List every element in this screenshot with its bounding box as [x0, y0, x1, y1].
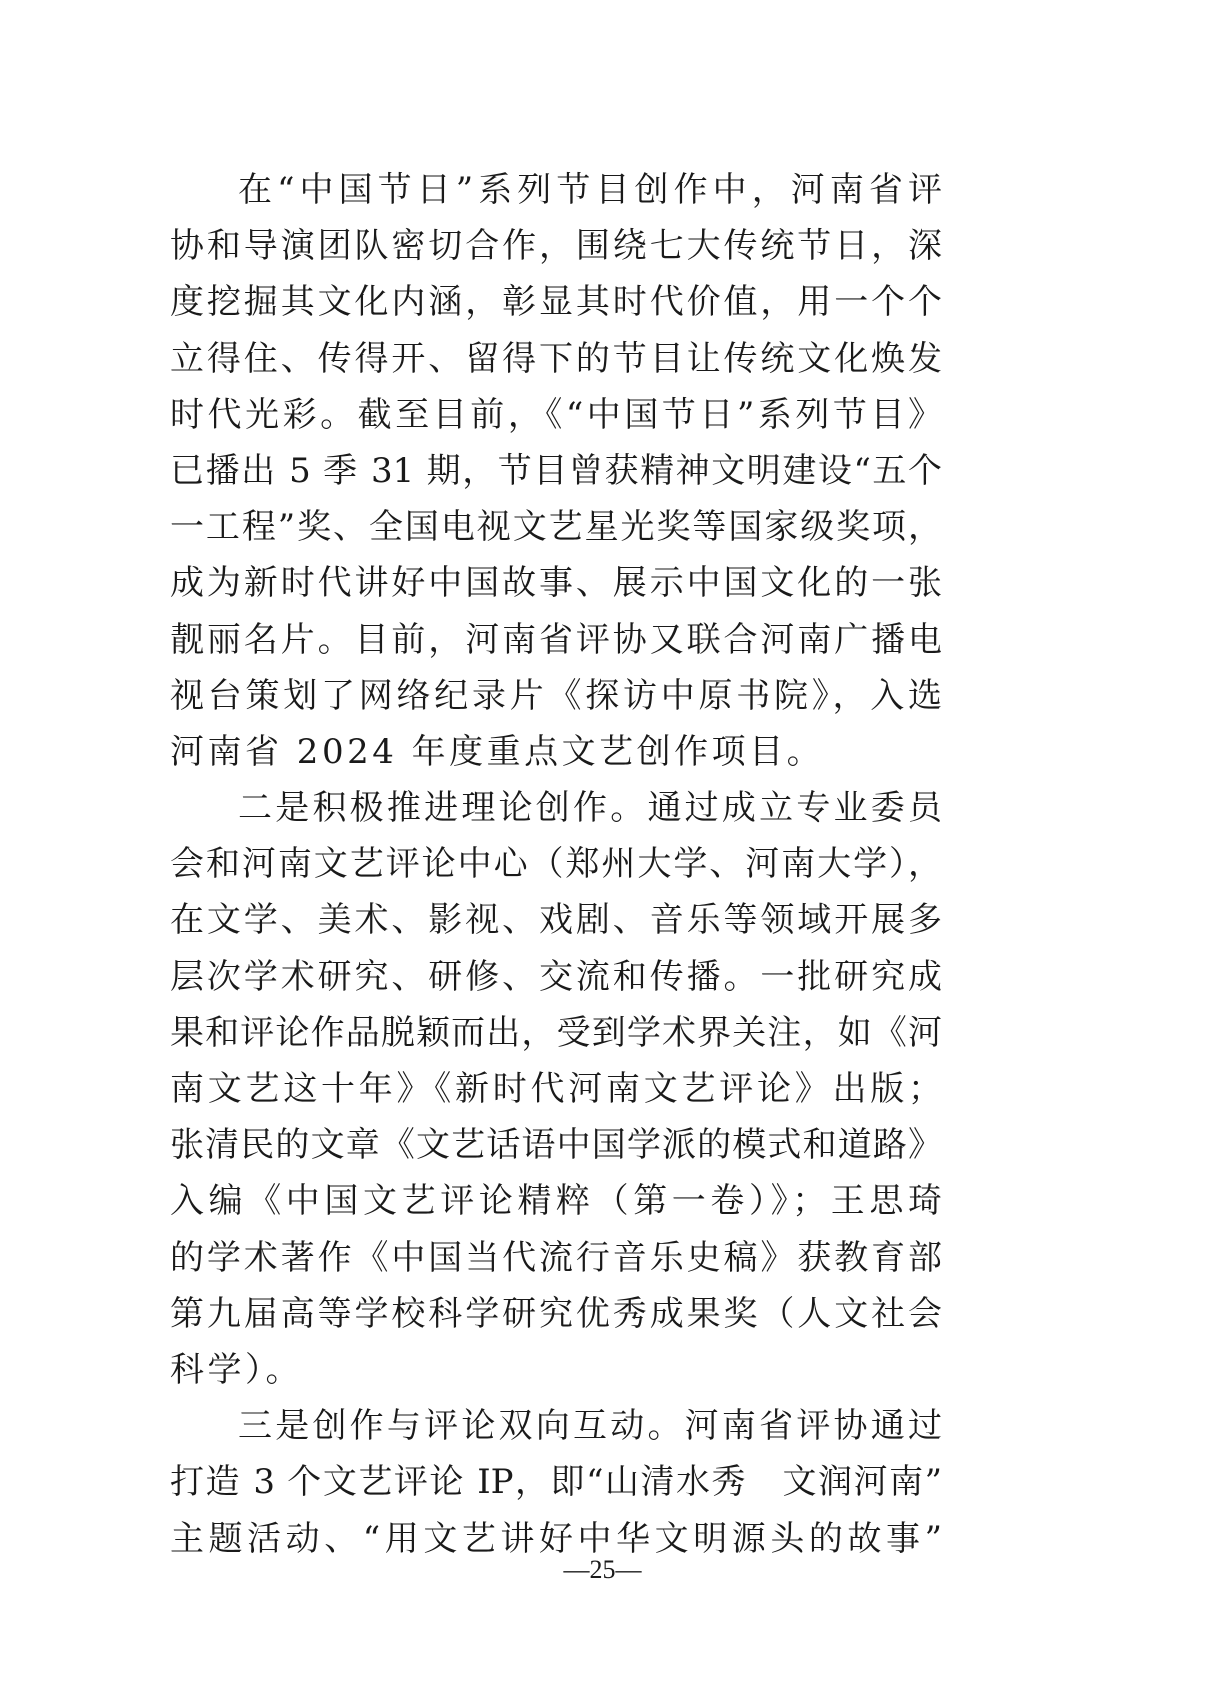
- paragraph-creation-criticism-interaction: [170, 1398, 942, 1567]
- body-text: [170, 162, 942, 1567]
- text-line: 一工程”奖、全国电视文艺星光奖等国家级奖项，: [170, 507, 942, 548]
- text-line: 层次学术研究、研修、交流和传播。一批研究成: [170, 956, 942, 997]
- text-line: 的学术著作《中国当代流行音乐史稿》获教育部: [170, 1237, 942, 1278]
- text-line: 时代光彩。截至目前，《“中国节日”系列节目》: [170, 394, 942, 435]
- text-line: 张清民的文章《文艺话语中国学派的模式和道路》: [170, 1125, 942, 1166]
- text-line: 南文艺这十年》《新时代河南文艺评论》出版；: [170, 1069, 942, 1109]
- text-line: 会和河南文艺评论中心（郑州大学、河南大学），: [170, 844, 942, 885]
- text-line: 主题活动、“用文艺讲好中华文明源头的故事”: [170, 1518, 942, 1559]
- text-line: 在“中国节日”系列节目创作中，河南省评: [238, 170, 942, 210]
- text-line: 在文学、美术、影视、戏剧、音乐等领域开展多: [170, 900, 942, 941]
- text-line: 河南省 2024 年度重点文艺创作项目。: [170, 731, 825, 772]
- text-line: 入编《中国文艺评论精粹（第一卷）》；王思琦: [170, 1181, 942, 1222]
- text-line: 打造 3 个文艺评论 IP，即“山清水秀 文润河南”: [170, 1462, 942, 1503]
- text-line: 果和评论作品脱颖而出，受到学术界关注，如《河: [170, 1012, 942, 1053]
- text-line: 视台策划了网络纪录片《探访中原书院》，入选: [170, 675, 942, 716]
- paragraph-theory-creation: [170, 780, 942, 1398]
- text-line: 成为新时代讲好中国故事、展示中国文化的一张: [170, 563, 942, 604]
- text-line: 已播出 5 季 31 期，节目曾获精神文明建设“五个: [170, 450, 942, 491]
- text-line: 科学）。: [170, 1349, 303, 1390]
- text-line: 协和导演团队密切合作，围绕七大传统节日，深: [170, 226, 942, 267]
- text-line: 度挖掘其文化内涵，彰显其时代价值，用一个个: [170, 282, 942, 323]
- text-line: 立得住、传得开、留得下的节目让传统文化焕发: [170, 338, 942, 379]
- text-line: 二是积极推进理论创作。通过成立专业委员: [238, 788, 942, 829]
- paragraph-festival-series: [170, 162, 942, 780]
- page-number: —25—: [563, 1555, 642, 1584]
- text-line: 靓丽名片。目前，河南省评协又联合河南广播电: [170, 619, 942, 660]
- text-line: 三是创作与评论双向互动。河南省评协通过: [238, 1406, 942, 1447]
- text-line: 第九届高等学校科学研究优秀成果奖（人文社会: [170, 1293, 942, 1334]
